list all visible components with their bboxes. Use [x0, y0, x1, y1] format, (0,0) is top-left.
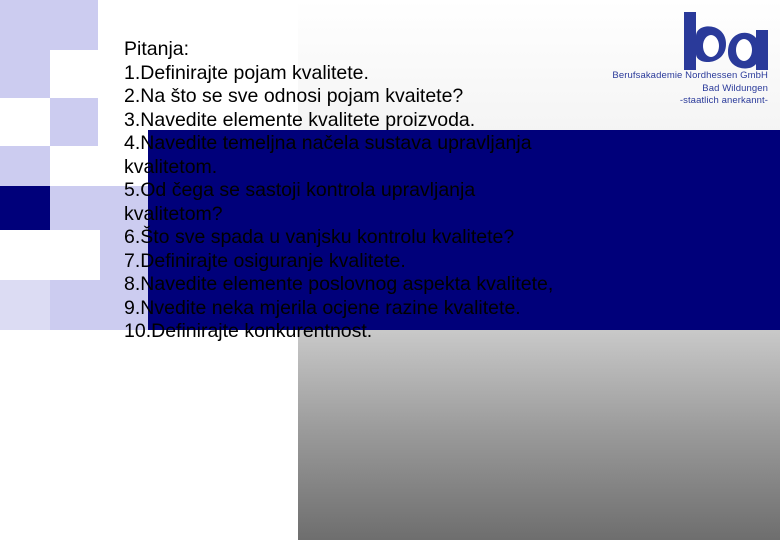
logo-text-company: Berufsakademie Nordhessen GmbH [612, 70, 768, 81]
question-line: 2.Na što se sve odnosi pojam kvaitete? [124, 85, 464, 107]
question-line: 8.Navedite elemente poslovnog aspekta kvalitete, [124, 273, 554, 295]
question-line: 5.Od čega se sastoji kontrola upravljanja [124, 179, 476, 201]
decor-square [50, 98, 98, 146]
decor-square [0, 50, 50, 98]
questions-heading: Pitanja: [124, 38, 190, 60]
decor-square [0, 280, 50, 330]
question-line: 9.Nvedite neka mjerila ocjene razine kvalitete. [124, 296, 521, 319]
decor-square [0, 186, 50, 230]
question-line: 3.Navedite elemente kvalitete proizvoda. [124, 108, 476, 131]
decor-square [50, 0, 98, 50]
logo-text-status: -staatlich anerkannt- [679, 95, 768, 106]
question-line: 4.Navedite temeljna načela sustava upravljanja [124, 132, 532, 154]
decor-square [0, 0, 50, 50]
logo-text-city: Bad Wildungen [702, 83, 768, 94]
questions-list [124, 38, 684, 344]
question-line: 10.Definirajte konkurentnost. [124, 320, 373, 342]
decor-square [0, 146, 50, 186]
question-line: 6.Što sve spada u vanjsku kontrolu kvalitete? [124, 226, 515, 248]
question-line: 7.Definirajte osiguranje kvalitete. [124, 249, 406, 272]
question-line: kvalitetom. [124, 155, 218, 178]
ba-logo-icon [680, 8, 772, 72]
question-line: 1.Definirajte pojam kvalitete. [124, 61, 369, 84]
question-line: kvalitetom? [124, 202, 223, 225]
